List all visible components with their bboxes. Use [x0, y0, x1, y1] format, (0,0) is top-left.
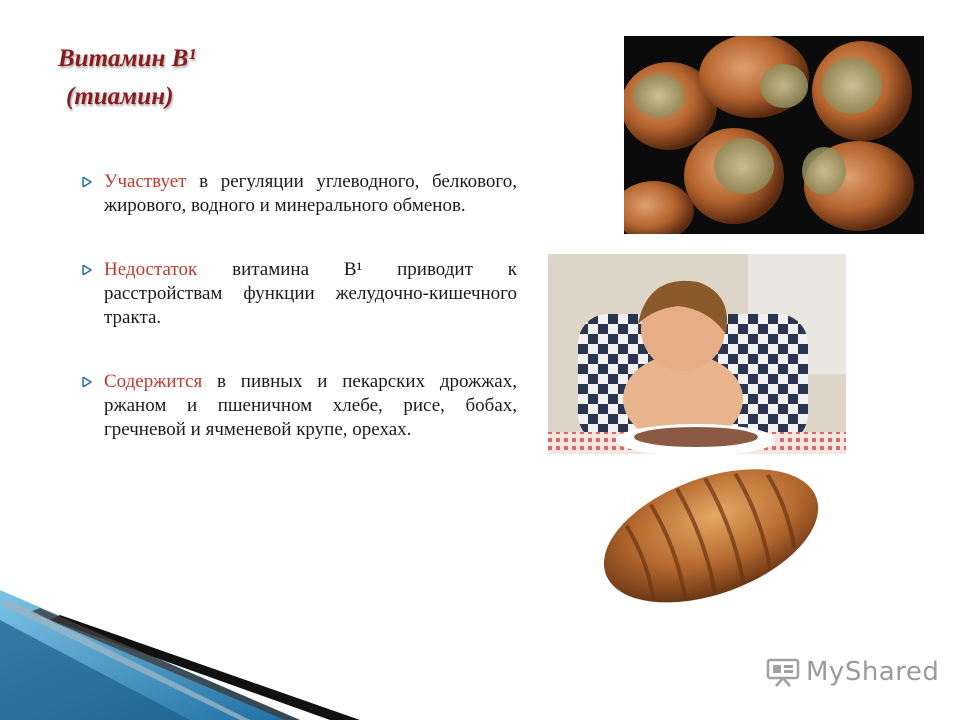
presentation-icon	[766, 657, 800, 687]
bullet-lead-word: Недостаток	[104, 259, 198, 280]
myshared-watermark	[766, 652, 939, 692]
child-eating-photo	[548, 254, 846, 454]
watermark-text: MyShared	[806, 657, 940, 687]
bread-loaf-photo	[594, 458, 826, 608]
triangle-bullet-icon	[82, 177, 92, 187]
slide-title	[58, 40, 196, 116]
bullet-lead-word: Содержится	[104, 371, 203, 392]
bullet-item	[82, 170, 517, 218]
bullet-lead-word: Участвует	[104, 171, 187, 192]
bullet-text: в пивных и пекарских дрожжах, ржаном и пшеничном хлебе, рисе, бобах, гречневой и ячменевой крупе, орехах.	[104, 371, 517, 440]
bullet-text: витамина В¹ приводит к расстройствам функции желудочно-кишечного тракта.	[104, 259, 517, 328]
decorative-stripes	[0, 590, 360, 720]
bullet-item	[82, 258, 517, 330]
bullet-list	[82, 170, 517, 482]
title-line-2: (тиамин)	[66, 83, 174, 110]
hazelnuts-photo	[624, 36, 924, 234]
triangle-bullet-icon	[82, 377, 92, 387]
bullet-item	[82, 370, 517, 442]
triangle-bullet-icon	[82, 265, 92, 275]
title-line-1: Витамин В¹	[58, 45, 196, 72]
bullet-text: в регуляции углеводного, белкового, жирового, водного и минерального обменов.	[104, 171, 517, 216]
